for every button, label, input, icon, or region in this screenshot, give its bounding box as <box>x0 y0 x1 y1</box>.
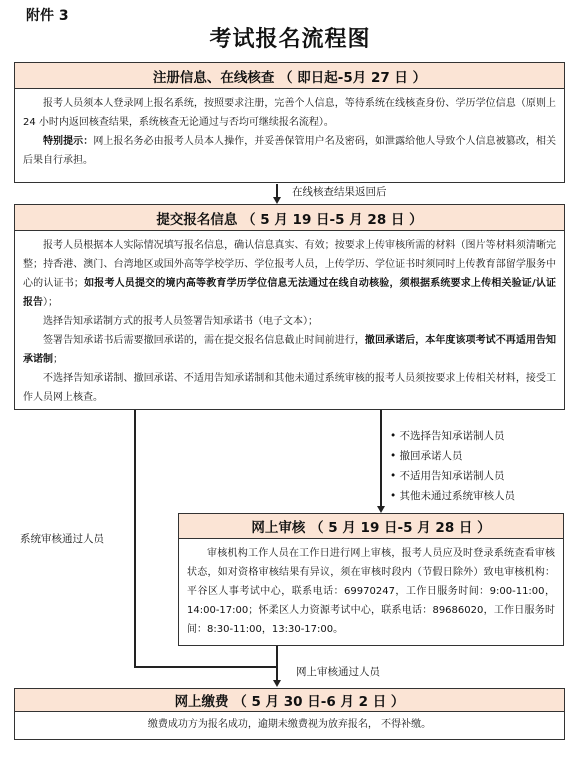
step-submit-text-1: 报考人员根据本人实际情况填写报名信息，确认信息真实、有效；按要求上传审核所需的材料（图片等材料须清晰完整；持香港、澳门、台湾地区或国外高等学校学历、学位报考人员，上传学历、学位证书时须同时上传教育部留学服务中心的认证书；如报考人员提交的境内高等教育学历学位信息无法通过在线自动核验，须根据系统要求上传相关验证/认证报告）； <box>23 240 557 308</box>
page-title: 考试报名流程图 <box>209 27 371 52</box>
arrow-down-icon <box>273 197 281 204</box>
notice-text: 网上报名务必由报考人员本人操作，并妥善保管用户名及密码，如泄露给他人导致个人信息被篡改，相关后果自行承担。 <box>23 136 557 166</box>
manual-review-list <box>390 426 515 506</box>
arrow-down-icon <box>377 506 385 513</box>
step-submit-text-4: 不选择告知承诺制、撤回承诺、不适用告知承诺制和其他未通过系统审核的报考人员须按要求上传相关材料，接受工作人员网上核查。 <box>23 373 556 403</box>
step-submit-box <box>14 204 565 410</box>
step-payment-box <box>14 688 565 740</box>
left-connector-bottom <box>134 666 277 668</box>
list-item: • 不适用告知承诺制人员 <box>390 470 505 482</box>
step-submit-text-3: 签署告知承诺书后需要撤回承诺的，需在提交报名信息截止时间前进行，撤回承诺后，本年度该项考试不再适用告知承诺制； <box>23 335 557 365</box>
step-register-body <box>15 89 564 174</box>
step-register-text: 报考人员须本人登录网上报名系统，按照要求注册，完善个人信息，等待系统在线核查身份、学历学位信息（原则上 24 小时内返回核查结果，系统核查无论通过与否均可继续报名流程）。 <box>23 98 556 128</box>
arrow1-label: 在线核查结果返回后 <box>292 186 387 198</box>
connector-1 <box>276 184 278 198</box>
left-connector <box>134 410 136 667</box>
connector-3 <box>276 646 278 682</box>
step-register-box <box>14 62 565 183</box>
step-payment-text: 缴费成功方为报名成功，逾期未缴费视为放弃报名， 不得补缴。 <box>147 719 432 730</box>
arrow3-label: 网上审核通过人员 <box>296 666 380 678</box>
step-register-notice <box>23 132 556 170</box>
list-item: • 不选择告知承诺制人员 <box>390 430 505 442</box>
step-submit-text-2: 选择告知承诺制方式的报考人员签署告知承诺书（电子文本）； <box>43 316 318 327</box>
annex-label: 附件 3 <box>26 8 69 24</box>
step-review-body <box>179 539 563 643</box>
list-item: • 撤回承诺人员 <box>390 450 463 462</box>
step-payment-body <box>15 712 564 738</box>
arrow-down-icon <box>273 680 281 687</box>
notice-label: 特别提示： <box>43 136 94 147</box>
step-review-text: 审核机构工作人员在工作日进行网上审核，报考人员应及时登录系统查看审核状态，如对资格审核结果有异议，须在审核时段内（节假日除外）致电审核机构：平谷区人事考试中心，联系电话：69970247，工作日服务时间：9:00-11:00，14:00-17:00；怀柔区人力资源考试中心，联系电话：89686020，工作日服务时间：8:30-11:00，13:30-17:00。 <box>187 548 555 635</box>
step-register-header: 注册信息、在线核查 （ 即日起-5月 27 日 ） <box>15 63 564 89</box>
step-submit-body <box>15 231 564 411</box>
step-payment-header: 网上缴费 （ 5 月 30 日-6 月 2 日 ） <box>15 689 564 712</box>
step-review-header: 网上审核 （ 5 月 19 日-5 月 28 日 ） <box>179 514 563 539</box>
step-submit-header: 提交报名信息 （ 5 月 19 日-5 月 28 日 ） <box>15 205 564 231</box>
right-connector <box>380 410 382 509</box>
list-item: • 其他未通过系统审核人员 <box>390 490 516 502</box>
step-review-box <box>178 513 564 646</box>
system-pass-label: 系统审核通过人员 <box>20 533 104 545</box>
